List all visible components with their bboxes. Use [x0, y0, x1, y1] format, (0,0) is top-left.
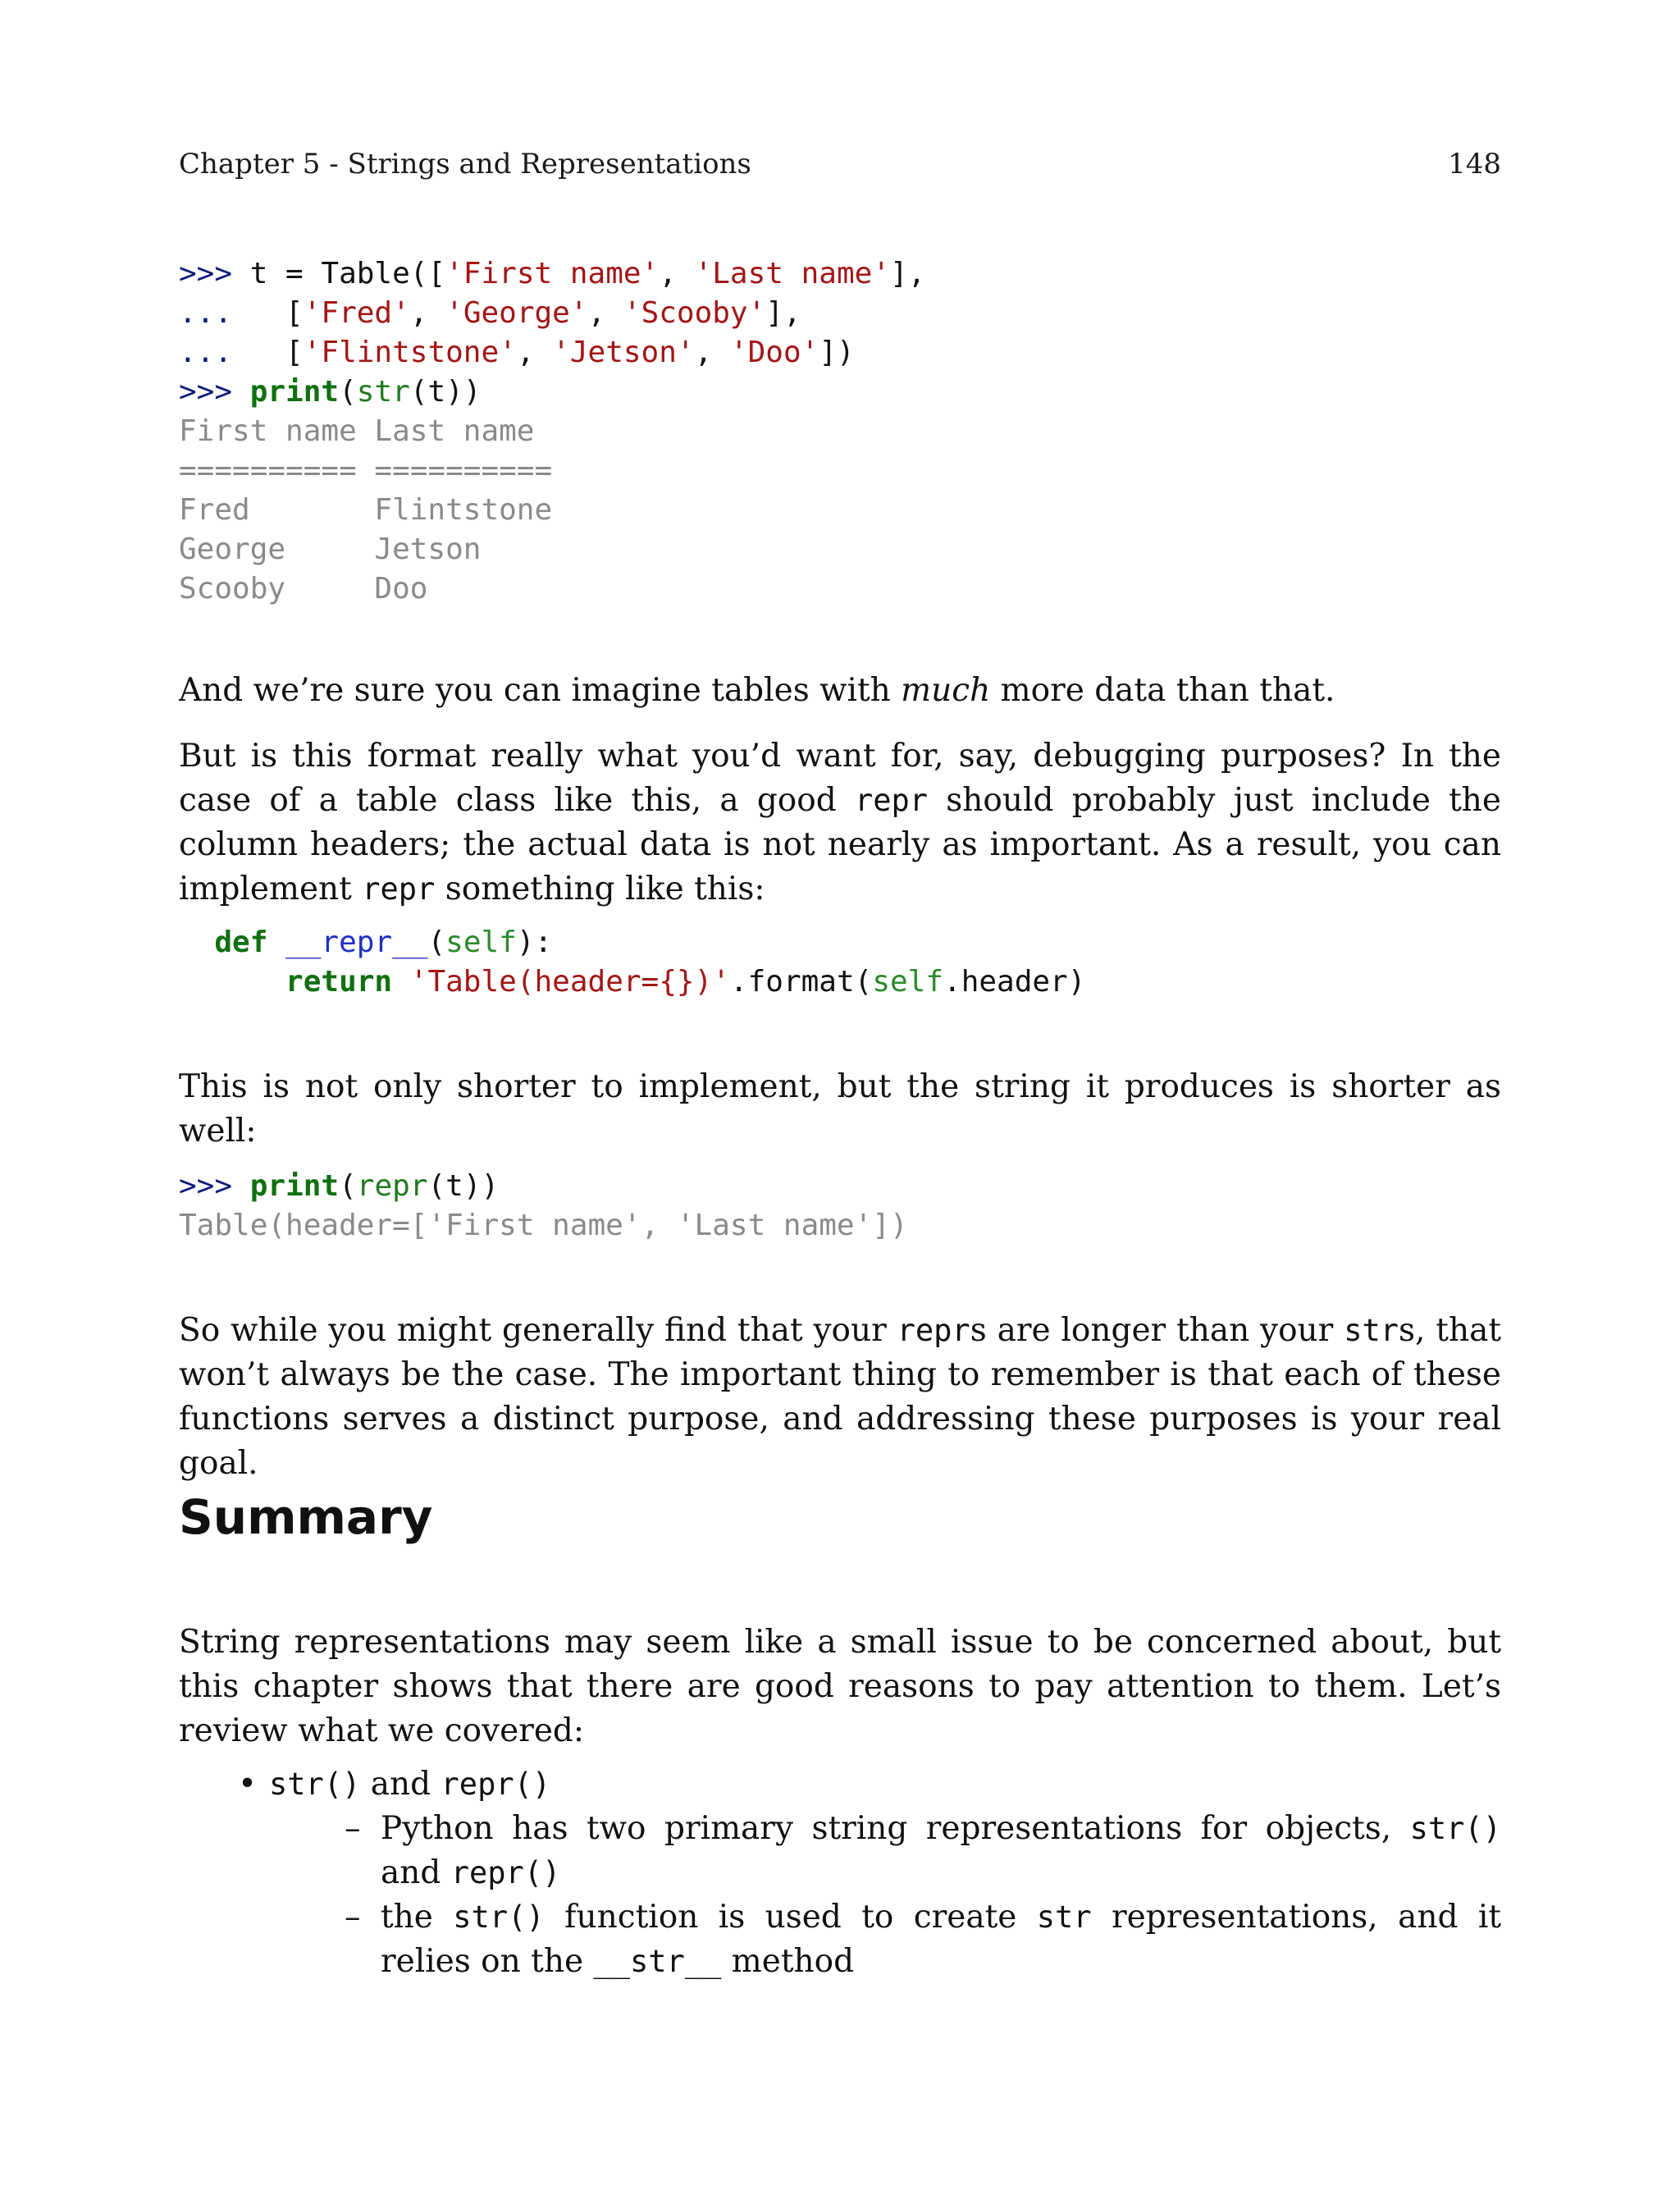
- repl-prompt: ...: [179, 336, 233, 369]
- repl-prompt: >>>: [179, 257, 233, 290]
- chapter-title: Chapter 5 - Strings and Representations: [179, 148, 751, 181]
- summary-list: [238, 1762, 1501, 1984]
- code-block-repr-def: [179, 923, 1085, 1002]
- paragraph-debugging: But is this format really what you’d want for, say, debugging purposes? In the case of a table class like this, a good repr should probably just include the column headers; the actual data is not nearly as important. As a result, you can implement repr something like this:: [179, 738, 1501, 907]
- code-output-line: First name Last name: [179, 414, 535, 448]
- paragraph-tables-data: And we’re sure you can imagine tables with much more data than that.: [179, 672, 1335, 709]
- paragraph-summary-intro: String representations may seem like a small issue to be concerned about, but this chapter shows that there are good reasons to pay attention to them. Let’s review what we covered:: [179, 1624, 1501, 1749]
- sub-list: [269, 1807, 1501, 1984]
- code-block-table-example: [179, 254, 925, 609]
- code-line: >>> print(str(t)): [179, 375, 482, 409]
- code-output-line: Fred Flintstone: [179, 493, 553, 527]
- list-item: • str() and repr() – Python has two primary string representations for objects, str() and repr() – the str() function is used to create str representations, and it relies on the __str__ method: [238, 1762, 1501, 1984]
- repl-prompt: >>>: [179, 1169, 233, 1203]
- code-line: def __repr__(self):: [214, 926, 553, 959]
- code-line: ... ['Flintstone', 'Jetson', 'Doo']): [179, 336, 855, 369]
- section-heading-summary: Summary: [179, 1489, 433, 1545]
- code-line: ... ['Fred', 'George', 'Scooby'],: [179, 296, 801, 330]
- code-line: >>> t = Table(['First name', 'Last name'],: [179, 257, 926, 290]
- code-output-line: Scooby Doo: [179, 572, 428, 606]
- code-output-line: Table(header=['First name', 'Last name']): [179, 1209, 908, 1242]
- list-item: – the str() function is used to create str representations, and it relies on the __str__ method: [345, 1895, 1501, 1984]
- page-number: 148: [1448, 148, 1501, 181]
- repl-prompt: >>>: [179, 375, 233, 409]
- repl-prompt: ...: [179, 296, 233, 330]
- code-output-line: George Jetson: [179, 533, 482, 566]
- paragraph-shorter: This is not only shorter to implement, but the string it produces is shorter as well:: [179, 1068, 1501, 1150]
- code-output-line: ========== ==========: [179, 454, 553, 487]
- list-item: – Python has two primary string representations for objects, str() and repr(): [345, 1807, 1501, 1895]
- code-line: return 'Table(header={})'.format(self.header): [285, 965, 1086, 999]
- code-block-print-repr: [179, 1167, 908, 1246]
- running-header: [179, 148, 1501, 181]
- code-line: >>> print(repr(t)): [179, 1169, 500, 1203]
- paragraph-distinct-purpose: So while you might generally find that your reprs are longer than your strs, that won’t always be the case. The important thing to remember is that each of these functions serves a distinct purpose, and addressing these purposes is your real goal.: [179, 1312, 1501, 1482]
